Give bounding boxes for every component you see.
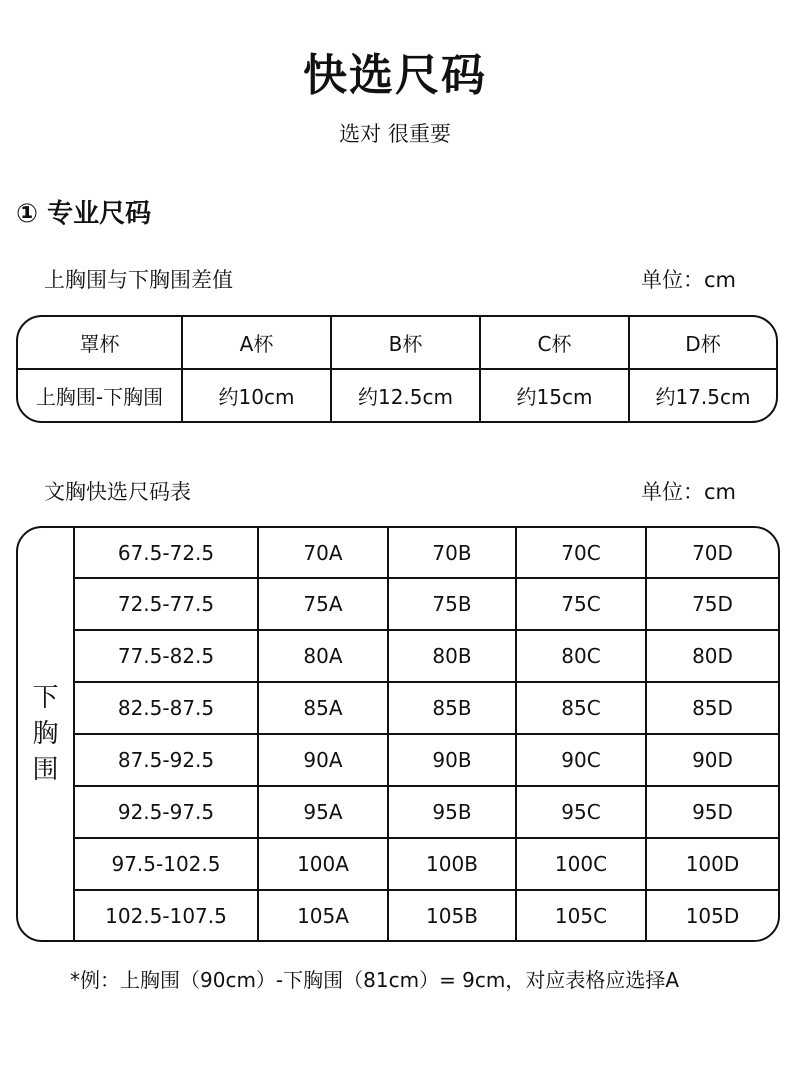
diff-table-caption bbox=[44, 266, 736, 294]
size-cell: 90D bbox=[646, 734, 778, 786]
size-cell: 85B bbox=[388, 682, 516, 734]
size-cell: 105C bbox=[516, 890, 646, 940]
table-cell: 上胸围-下胸围 bbox=[18, 369, 182, 421]
size-cell: 80C bbox=[516, 630, 646, 682]
side-label-char: 胸 bbox=[32, 719, 59, 749]
size-cell: 100B bbox=[388, 838, 516, 890]
size-cell: 80B bbox=[388, 630, 516, 682]
size-chart-table bbox=[16, 526, 780, 942]
header-cell: C杯 bbox=[480, 317, 629, 369]
size-cell: 100A bbox=[258, 838, 388, 890]
size-cell: 105B bbox=[388, 890, 516, 940]
header-cell: A杯 bbox=[182, 317, 331, 369]
table-row bbox=[18, 890, 778, 940]
size-cell: 95C bbox=[516, 786, 646, 838]
footnote: *例：上胸围（90cm）-下胸围（81cm）= 9cm，对应表格应选择A bbox=[70, 968, 680, 992]
section-heading: ① 专业尺码 bbox=[16, 199, 152, 229]
diff-table-label: 上胸围与下胸围差值 bbox=[44, 268, 233, 292]
page-title: 快选尺码 bbox=[303, 50, 487, 101]
underbust-range-cell: 97.5-102.5 bbox=[74, 838, 258, 890]
table-cell: 约17.5cm bbox=[655, 385, 751, 409]
header-cell: D杯 bbox=[629, 317, 776, 369]
size-table-caption bbox=[44, 478, 736, 506]
header-cell: 罩杯 bbox=[18, 317, 182, 369]
side-label-char: 下 bbox=[32, 683, 59, 713]
size-cell: 90A bbox=[258, 734, 388, 786]
size-cell: 95D bbox=[646, 786, 778, 838]
size-cell: 85A bbox=[258, 682, 388, 734]
size-table-unit: 单位：cm bbox=[640, 480, 736, 504]
underbust-range-cell: 92.5-97.5 bbox=[74, 786, 258, 838]
size-cell: 70B bbox=[388, 528, 516, 578]
size-cell: 70C bbox=[516, 528, 646, 578]
table-row bbox=[18, 786, 778, 838]
size-cell: 75D bbox=[646, 578, 778, 630]
table-cell: 约12.5cm bbox=[331, 369, 480, 421]
table-row bbox=[18, 838, 778, 890]
size-cell: 75A bbox=[258, 578, 388, 630]
diff-table-unit: 单位：cm bbox=[640, 268, 736, 292]
size-cell: 95B bbox=[388, 786, 516, 838]
size-cell: 80A bbox=[258, 630, 388, 682]
size-cell: 105A bbox=[258, 890, 388, 940]
size-cell: 70D bbox=[646, 528, 778, 578]
size-cell: 80D bbox=[646, 630, 778, 682]
underbust-range-cell: 77.5-82.5 bbox=[74, 630, 258, 682]
underbust-side-label bbox=[18, 528, 74, 940]
cup-difference-table bbox=[16, 315, 778, 423]
size-cell: 90B bbox=[388, 734, 516, 786]
table-cell: 约15cm bbox=[480, 369, 629, 421]
size-cell: 75B bbox=[388, 578, 516, 630]
underbust-range-cell: 67.5-72.5 bbox=[74, 528, 258, 578]
size-cell: 95A bbox=[258, 786, 388, 838]
size-cell: 75C bbox=[516, 578, 646, 630]
size-cell: 90C bbox=[516, 734, 646, 786]
table-row bbox=[18, 369, 776, 421]
table-row bbox=[18, 682, 778, 734]
underbust-range-cell: 72.5-77.5 bbox=[74, 578, 258, 630]
side-label-char: 围 bbox=[32, 755, 59, 785]
size-cell: 85D bbox=[646, 682, 778, 734]
size-cell: 105D bbox=[685, 903, 740, 928]
size-table-label: 文胸快选尺码表 bbox=[44, 480, 191, 504]
table-header-row bbox=[18, 317, 776, 369]
table-row bbox=[18, 578, 778, 630]
underbust-range-cell: 87.5-92.5 bbox=[74, 734, 258, 786]
table-row bbox=[18, 528, 778, 578]
underbust-range-cell: 82.5-87.5 bbox=[74, 682, 258, 734]
header-cell: B杯 bbox=[331, 317, 480, 369]
page-subtitle: 选对 很重要 bbox=[339, 122, 451, 146]
table-cell: 约10cm bbox=[182, 369, 331, 421]
size-cell: 100C bbox=[516, 838, 646, 890]
size-cell: 70A bbox=[258, 528, 388, 578]
size-cell: 85C bbox=[516, 682, 646, 734]
table-row bbox=[18, 734, 778, 786]
underbust-range-cell: 102.5-107.5 bbox=[74, 890, 258, 940]
size-cell: 100D bbox=[646, 838, 778, 890]
table-row bbox=[18, 630, 778, 682]
